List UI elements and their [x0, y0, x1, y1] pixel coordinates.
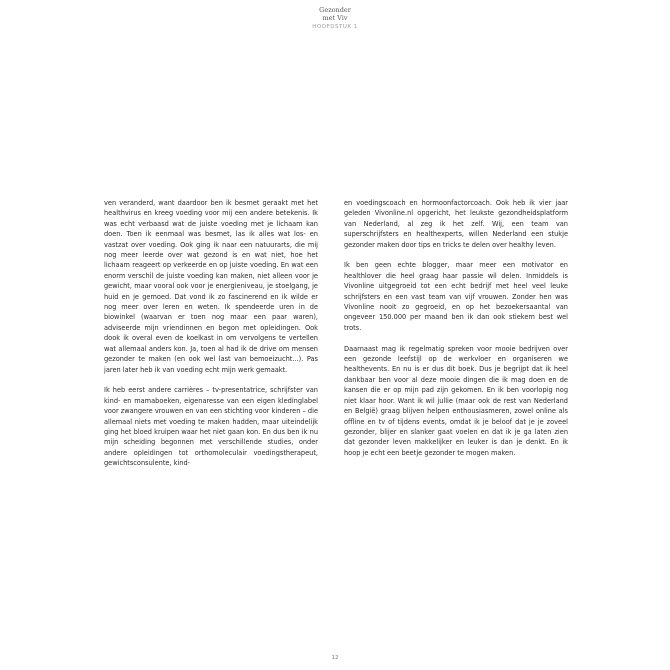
header-title-line-2: met Viv	[322, 13, 348, 22]
paragraph: ven veranderd, want daardoor ben ik besmet geraakt met het healthvirus en kreeg voeding voor mij een andere betekenis. Ik was echt verbaasd wat de juiste voeding met je lichaam kan doen. Toen ik eenmaal was besmet, las ik alles wat los- en vastzat over voeding. Ook ging ik naar een natuurarts, die mij nog meer leerde over wat gezond is en wat niet, hoe het lichaam reageert op verkeerde en op juiste voeding. En wat een enorm verschil de juiste voeding kan maken, niet alleen voor je gewicht, maar vooral ook voor je energieniveau, je stoelgang, je huid en je gemoed. Dat vond ik zo fascinerend en ik wilde er nog meer over leren en weten. Ik spendeerde uren in de biowinkel (waarvan er toen nog maar een paar waren), adviseerde mijn vriendinnen en begon met opleidingen. Ook dook ik overal even de koelkast in om vervolgens te vertellen wat allemaal anders kon. Ja, toen al had ik de drive om mensen gezonder te maken (en ook wel last van bemoeizucht...). Pas jaren later heb ik van voeding echt mijn werk gemaakt.	[104, 199, 318, 374]
text-column-right	[344, 198, 568, 458]
header-title-line-1: Gezonder	[319, 6, 351, 14]
chapter-label: HOOFDSTUK 1	[312, 24, 358, 30]
text-column-left	[104, 198, 318, 469]
paragraph: Ik heb eerst andere carrières – tv-presentatrice, schrijfster van kind- en mamaboeken, eigenaresse van een eigen kledinglabel voor zwangere vrouwen en van een stichting voor kinderen – die allemaal niets met voeding te maken hadden, maar uiteindelijk ging het bloed kruipen waar het niet gaan kon. En dus ben ik nu mijn scheiding begonnen met verschillende studies, onder andere opleidingen tot orthomoleculair voedingstherapeut, gewichtsconsulente, kind-	[104, 386, 318, 468]
paragraph: en voedingscoach en hormoonfactorcoach. Ook heb ik vier jaar geleden Vivonline.nl opgericht, het leukste gezondheidsplatform van Nederland, al zeg ik het zelf. Wij, een team van superschrijfsters en healthexperts, willen Nederland een stukje gezonder maken door tips en tricks te delen over healthy leven.	[344, 199, 568, 249]
running-header	[0, 7, 670, 22]
paragraph: Ik ben geen echte blogger, maar meer een motivator en healthlover die heel graag haar passie wil delen. Inmiddels is Vivonline uitgegroeid tot een echt bedrijf met heel veel leuke schrijfsters en een vast team van vijf vrouwen. Zonder hen was Vivonline nooit zo gegroeid, en op het bezoekersaantal van ongeveer 150.000 per maand ben ik dan ook stiekem best wel trots.	[344, 261, 568, 332]
paragraph: Daarnaast mag ik regelmatig spreken voor mooie bedrijven over een gezonde leefstijl op de werkvloer en organiseren we healthevents. En nu is er dus dit boek. Dus je begrijpt dat ik heel dankbaar ben voor al deze mooie dingen die ik mag doen en de kansen die er op mijn pad zijn gekomen. En ik ben voorlopig nog niet klaar hoor. Want ik wil jullie (maar ook de rest van Nederland en België) graag blijven helpen enthousiasmeren, zowel online als offline en tv of tijdens events, omdat ik je beloof dat je je zoveel gezonder, blijer en slanker gaat voelen en dat ik je ga laten zien dat gezonder leven makkelijker en leuker is dan je denkt. En ik hoop je echt een beetje gezonder te mogen maken.	[344, 344, 568, 457]
page-number: 12	[331, 655, 339, 661]
